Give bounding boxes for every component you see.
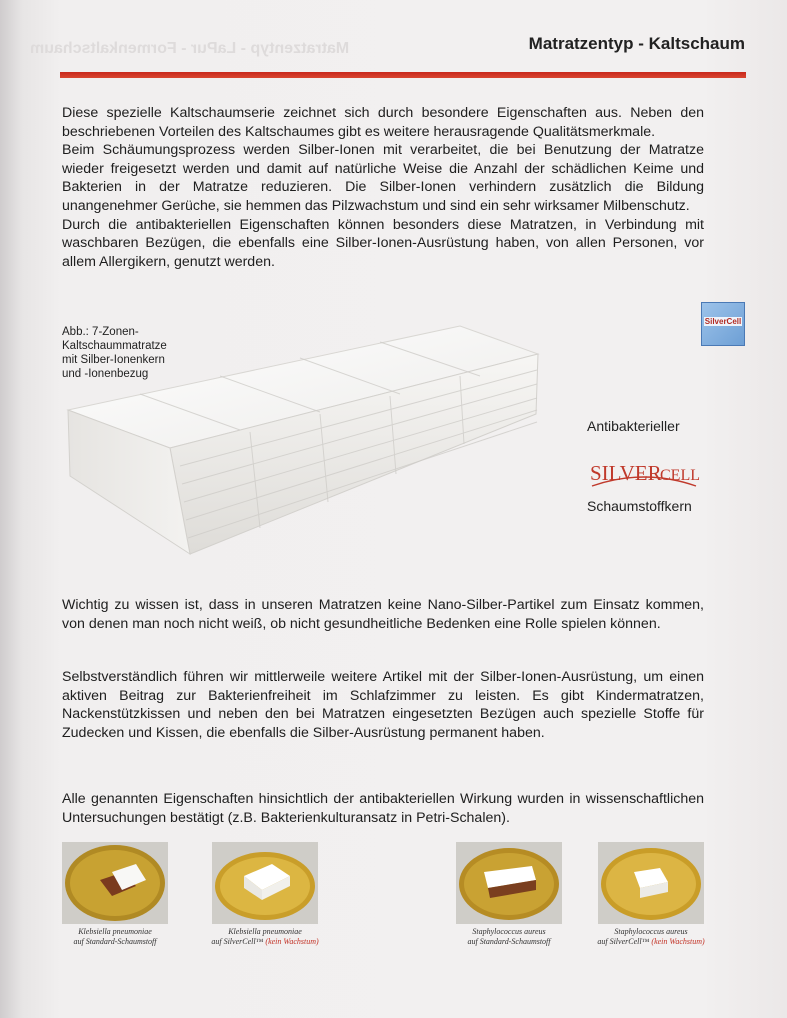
photo-caption-1 xyxy=(55,927,175,947)
caption-line: Kaltschaummatratze xyxy=(62,340,167,352)
page-title: Matratzentyp - Kaltschaum xyxy=(528,34,745,53)
intro-paragraph-2: Beim Schäumungsprozess werden Silber-Ionen mit verarbeitet, die bei Benutzung der Matratze wieder freigesetzt werden und damit auf natürliche Weise die Anzahl der schädlichen Keime und Bakterien in der Matratze reduzieren. Die Silber-Ionen verhindern zusätzlich die Bildung unangenehmer Gerüche, sie hemmen das Pilzwachstum und sind ein sehr wirksamer Milbenschutz. xyxy=(62,142,704,214)
photo-species: Klebsiella pneumoniae xyxy=(228,927,302,936)
photo-caption-2 xyxy=(205,927,325,947)
caption-line: und -Ionenbezug xyxy=(62,368,149,380)
photo-species: Staphylococcus aureus xyxy=(472,927,546,936)
badge-text: SilverCell xyxy=(704,317,742,326)
silvercell-badge-icon xyxy=(701,302,745,346)
figure-caption xyxy=(62,325,192,381)
title-rule xyxy=(60,72,746,78)
photo-caption-3 xyxy=(449,927,569,947)
logo-cell: CELL xyxy=(660,467,700,484)
photo-note: (kein Wachstum) xyxy=(265,937,319,946)
products-paragraph: Selbstverständlich führen wir mittlerweile weitere Artikel mit der Silber-Ionen-Ausrüstung, um einen aktiven Beitrag zur Bakterienfreiheit im Schlafzimmer zu leisten. Es gibt Kindermatratzen, Nackenstützkissen und neben den bei Matratzen eingesetzten Bezügen auch spezielle Stoffe für Zudecken und Kissen, die ebenfalls die Silber-Ausrüstung permanent haben. xyxy=(62,669,704,741)
studies-paragraph: Alle genannten Eigenschaften hinsichtlich der antibakteriellen Wirkung wurden in wissenschaftlichen Untersuchungen bestätigt (z.B. Bakterienkulturansatz in Petri-Schalen). xyxy=(62,791,704,826)
caption-line: Abb.: 7-Zonen- xyxy=(62,326,139,338)
bleed-through-text: Matratzentyp - LaPur - Formenkaltschaum xyxy=(30,40,350,57)
photo-species: Staphylococcus aureus xyxy=(614,927,688,936)
caption-line: mit Silber-Ionenkern xyxy=(62,354,165,366)
photo-substrate: auf Standard-Schaumstoff xyxy=(73,937,157,946)
photo-substrate: auf SilverCell™ xyxy=(211,937,264,946)
intro-section xyxy=(62,104,704,271)
label-antibacterial: Antibakterieller xyxy=(587,418,680,434)
logo-silver: SILVER xyxy=(590,461,662,485)
nano-paragraph: Wichtig zu wissen ist, dass in unseren Matratzen keine Nano-Silber-Partikel zum Einsatz kommen, von denen man noch nicht weiß, ob nicht gesundheitliche Bedenken eine Rolle spielen können. xyxy=(62,597,704,632)
petri-photo-2 xyxy=(212,842,318,924)
petri-photo-4 xyxy=(598,842,704,924)
petri-photo-1 xyxy=(62,842,168,924)
photo-substrate: auf SilverCell™ xyxy=(597,937,650,946)
photo-note: (kein Wachstum) xyxy=(651,937,705,946)
intro-paragraph-1: Diese spezielle Kaltschaumserie zeichnet sich durch besondere Eigenschaften aus. Neben den beschriebenen Vorteilen des Kaltschaumes gibt es weitere herausragende Qualitätsmerkmale. xyxy=(62,105,704,140)
label-foam-core: Schaumstoffkern xyxy=(587,498,692,514)
photo-species: Klebsiella pneumoniae xyxy=(78,927,152,936)
silvercell-logo xyxy=(588,450,700,490)
petri-photo-3 xyxy=(456,842,562,924)
photo-caption-4 xyxy=(591,927,711,947)
intro-paragraph-3: Durch die antibakteriellen Eigenschaften können besonders diese Matratzen, in Verbindung mit waschbaren Bezügen, die ebenfalls eine Silber-Ionen-Ausrüstung haben, von allen Personen, vor allem Allergikern, genutzt werden. xyxy=(62,216,704,270)
photo-substrate: auf Standard-Schaumstoff xyxy=(467,937,551,946)
